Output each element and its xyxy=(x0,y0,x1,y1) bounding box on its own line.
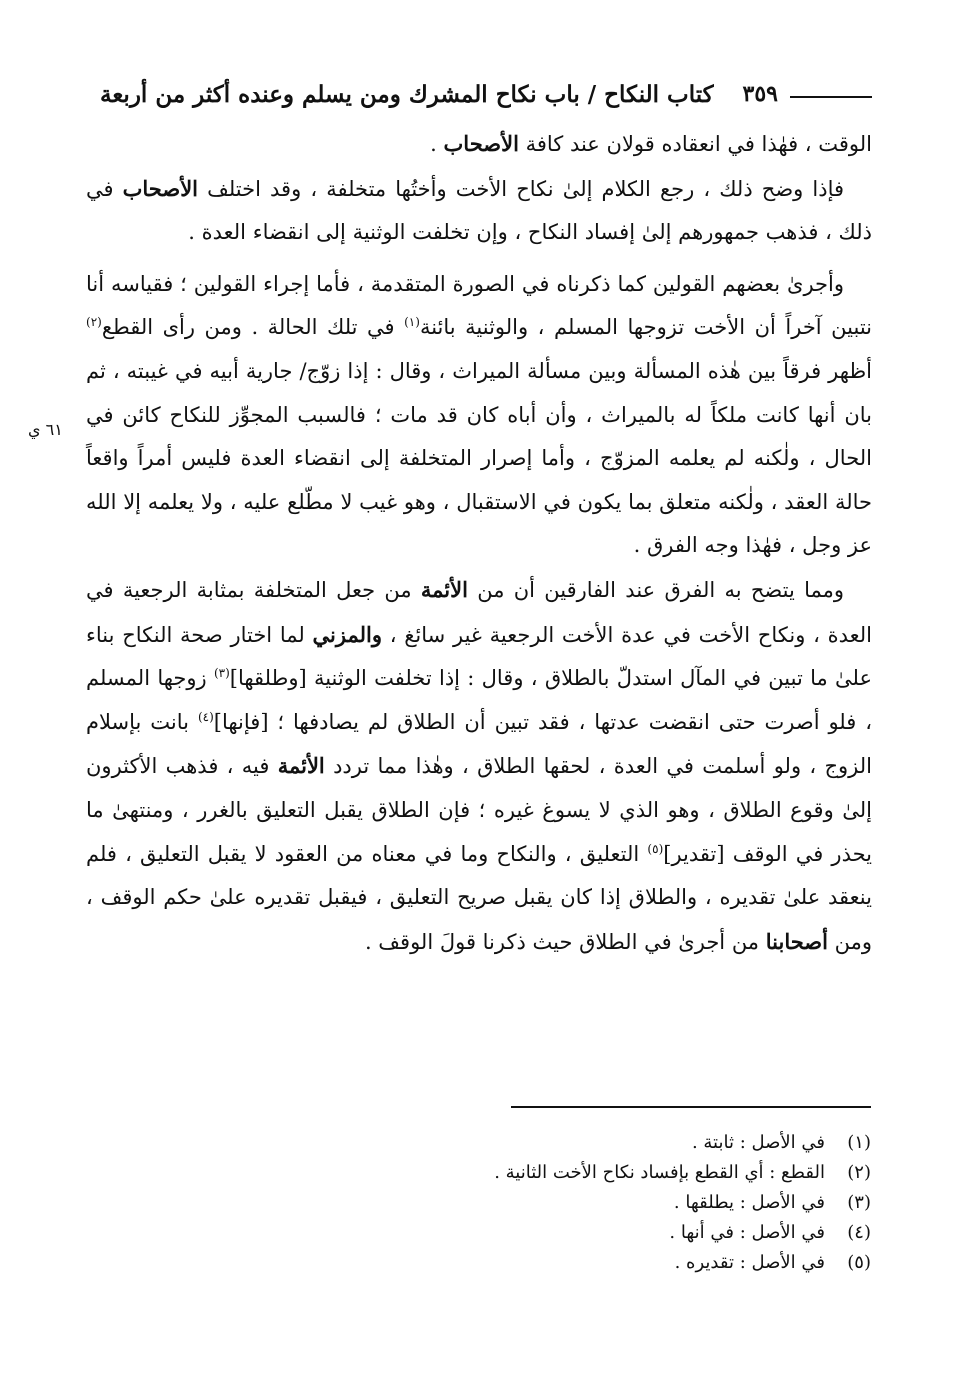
footnote-number: (٣) xyxy=(847,1192,871,1213)
running-header xyxy=(100,72,872,116)
footnote-text: القطع : أي القطع بإفساد نكاح الأخت الثانية . xyxy=(494,1162,825,1183)
footnote-ref-1: (١) xyxy=(404,315,420,330)
header-rule xyxy=(790,96,872,98)
footnote-item xyxy=(351,1188,871,1218)
footnote-number: (٥) xyxy=(847,1252,871,1273)
footnote-item xyxy=(351,1248,871,1278)
footnote-number: (٤) xyxy=(847,1222,871,1243)
footnote-item xyxy=(351,1158,871,1188)
header-title: كتاب النكاح / باب نكاح المشرك ومن يسلم وعنده أكثر من أربعة xyxy=(100,80,714,108)
footnote-item xyxy=(351,1128,871,1158)
footnote-number: (٢) xyxy=(847,1162,871,1183)
footnote-text: في الأصل : يطلقها . xyxy=(673,1192,825,1213)
margin-manuscript-folio: ٦١ ي xyxy=(28,420,63,439)
footnote-text: في الأصل : ثابتة . xyxy=(691,1132,825,1153)
header-page-group xyxy=(743,81,872,107)
footnotes xyxy=(351,1128,871,1278)
paragraph-2: فإذا وضح ذلك ، رجع الكلام إلىٰ نكاح الأخت وأختُها متخلفة ، وقد اختلف الأصحاب في ذلك ، فذهب جمهورهم إلىٰ إفساد النكاح ، وإن تخلفت الوثنية إلى انقضاء العدة . xyxy=(86,175,872,245)
paragraph-3: وأجرىٰ بعضهم القولين كما ذكرناه في الصورة المتقدمة ، فأما إجراء القولين ؛ فقياسه أنا نتبين آخراً أن الأخت تزوجها المسلم ، والوثنية بائنة$^{(١)}$ في تلك الحالة . ومن رأى القطع$^{(٢)}$ أظهر فرقاً بين هٰذه المسألة وبين مسألة الميراث ، وقال : إذا زوّج/ جارية أبيه في غيبته ، ثم بان أنها كانت ملكاً له بالميراث ، وأن أباه كان قد مات ؛ فالسبب المجوِّز للنكاح كائن في الحال ، ولٰكنه لم يعلمه المزوّج ، وأما إصرار المتخلفة إلى انقضاء العدة فليس أمراً واقعاً حالة العقد ، ولٰكنه متعلق بما يكون في الاستقبال ، وهو غيب لا مطّلع عليه ، ولا يعلمه إلا الله عز وجل ، فهٰذا وجه الفرق . xyxy=(86,271,873,558)
footnote-number: (١) xyxy=(847,1132,871,1153)
footnote-separator xyxy=(511,1106,871,1108)
footnote-text: في الأصل : في أنها . xyxy=(669,1222,825,1243)
footnote-ref-4: (٤) xyxy=(197,709,214,724)
footnote-item xyxy=(351,1218,871,1248)
paragraph-1: الوقت ، فهٰذا في انعقاده قولان عند كافة الأصحاب . xyxy=(430,131,872,156)
footnote-ref-3: (٣) xyxy=(213,666,230,681)
footnote-text: في الأصل : تقديره . xyxy=(674,1252,825,1273)
footnote-ref-5: (٥) xyxy=(647,841,664,856)
footnote-ref-2: (٢) xyxy=(86,315,102,330)
page-number: ٣٥٩ xyxy=(742,81,778,107)
paragraph-4: ومما يتضح به الفرق عند الفارقين أن من الأئمة من جعل المتخلفة بمثابة الرجعية في العدة ، ونكاح الأخت في عدة الأخت الرجعية غير سائغ ، والمزني لما اختار صحة النكاح بناء علىٰ ما تبين في المآل استدلّ بالطلاق ، وقال : إذا تخلفت الوثنية [وطلقها]$^{(٣)}$ زوجها المسلم ، فلو أصرت حتى انقضت عدتها ، فقد تبين أن الطلاق لم يصادفها ؛ [فإنها]$^{(٤)}$ بانت بإسلام الزوج ، ولو أسلمت في العدة ، لحقها الطلاق ، وهٰذا مما تردد الأئمة فيه ، فذهب الأكثرون إلىٰ وقوع الطلاق ، وهو الذي لا يسوغ غيره ؛ فإن الطلاق يقبل التعليق بالغرر ، ومنتهىٰ ما يحذر في الوقف [تقدير]$^{(٥)}$ التعليق ، والنكاح وما في معناه من العقود لا يقبل التعليق ، فلم ينعقد علىٰ تقديره ، والطلاق إذا كان يقبل صريح التعليق ، فيقبل تقديره علىٰ حكم الوقف ، ومن أصحابنا من أجرىٰ في الطلاق حيث ذكرنا قولَ الوقف . xyxy=(86,576,873,954)
main-text xyxy=(86,122,872,964)
